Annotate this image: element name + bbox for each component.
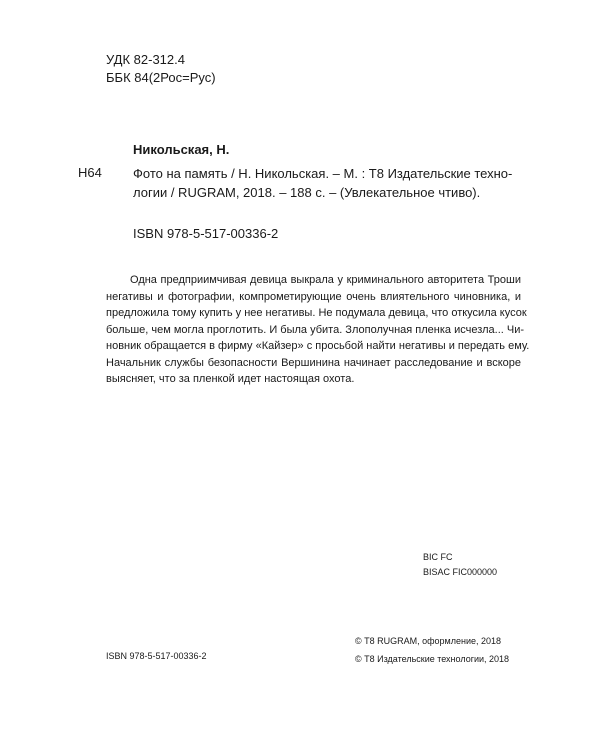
bibliographic-record bbox=[133, 164, 525, 202]
cutter-code: Н64 bbox=[78, 165, 102, 180]
annotation-line: негативы и фотографии, компрометирующие очень влиятельного чиновника, и bbox=[106, 290, 521, 303]
copyright-line-2: © Т8 Издательские технологии, 2018 bbox=[355, 654, 510, 664]
bic-code: BIC FC bbox=[423, 552, 453, 562]
bisac-code: BISAC FIC000000 bbox=[423, 567, 498, 577]
annotation-line: предложила тому купить у нее негативы. Не подумала девица, что откусила кусок bbox=[106, 307, 527, 319]
udk-code: УДК 82-312.4 bbox=[106, 52, 185, 67]
bibliographic-line-2: логии / RUGRAM, 2018. – 188 с. – (Увлекательное чтиво). bbox=[133, 185, 481, 200]
annotation-line: новник обращается в фирму «Кайзер» с просьбой найти негативы и передать ему. bbox=[106, 340, 530, 352]
isbn-main: ISBN 978-5-517-00336-2 bbox=[133, 226, 279, 241]
classification-codes bbox=[106, 51, 216, 87]
bibliographic-line-1: Фото на память / Н. Никольская. – М. : Т8 Издательские техно- bbox=[133, 166, 513, 181]
copyright-notice bbox=[355, 632, 509, 668]
bbk-code: ББК 84(2Рос=Рус) bbox=[106, 70, 216, 85]
subject-codes bbox=[423, 550, 497, 580]
annotation-line: больше, чем могла проглотить. И была убита. Злополучная пленка исчезла... Чи- bbox=[106, 323, 525, 336]
annotation-line: выясняет, что за пленкой идет настоящая охота. bbox=[106, 373, 355, 385]
annotation bbox=[106, 272, 530, 388]
annotation-line: Начальник службы безопасности Вершинина начинает расследование и вскоре bbox=[106, 356, 521, 369]
copyright-line-1: © Т8 RUGRAM, оформление, 2018 bbox=[355, 636, 502, 646]
annotation-line: Одна предприимчивая девица выкрала у криминального авторитета Троши bbox=[130, 274, 521, 286]
isbn-bottom: ISBN 978-5-517-00336-2 bbox=[106, 651, 207, 661]
author-heading: Никольская, Н. bbox=[133, 142, 230, 157]
